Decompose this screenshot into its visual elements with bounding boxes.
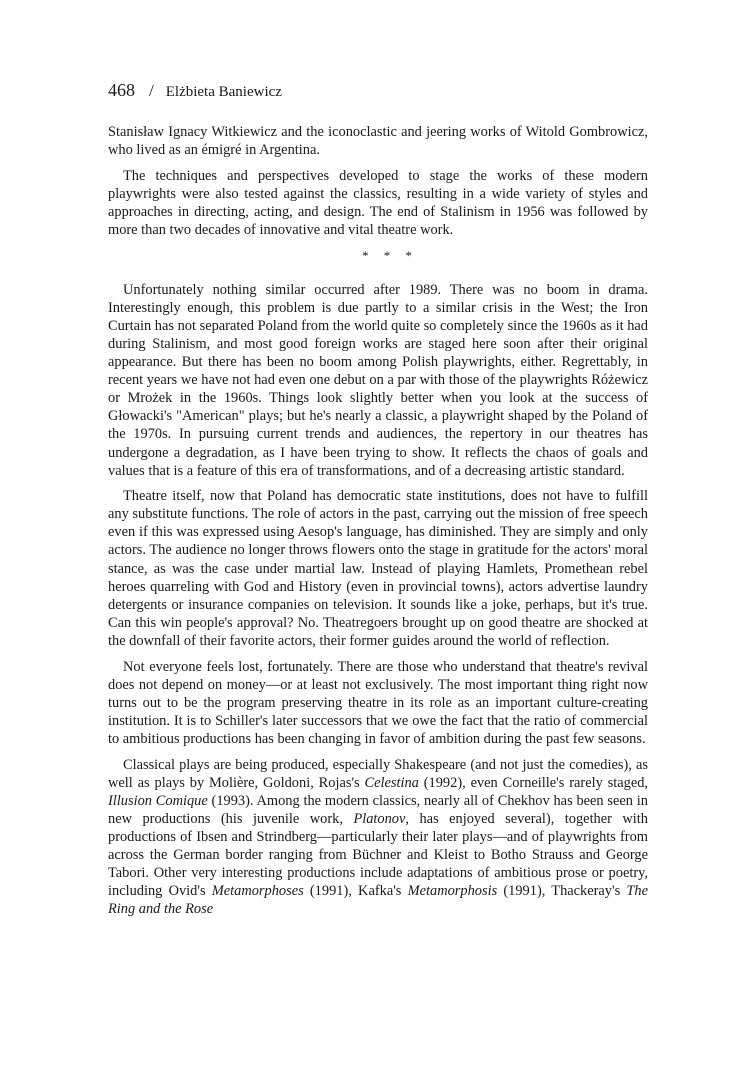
title-metamorphosis: Metamorphosis bbox=[407, 883, 498, 900]
paragraph-2: The techniques and perspectives developed to stage the works of these modern playwrights were also tested against the classics, resulting in a wide variety of styles and approaches in directing, acting, and design. The end of Stalinism in 1956 was followed by more than two decades of innovative and vital theatre work. bbox=[108, 167, 648, 238]
p6-text-g: , has enjoyed several), together with productions of Ibsen and Strindberg—particularly their later plays—and of playwrights from across the German border ranging from Büchner and Kleist to Botho Strauss and George Tabori. Other very interesting productions include adaptations of ambitious prose or poetry, including Ovid's bbox=[108, 810, 648, 900]
p6-text-k: (1991), Thackeray's bbox=[497, 883, 627, 900]
title-illusion-comique: Illusion Comique bbox=[108, 792, 208, 809]
paragraph-1: Stanisław Ignacy Witkiewicz and the iconoclastic and jeering works of Witold Gombrowicz, who lived as an émigré in Argentina. bbox=[108, 124, 648, 159]
paragraph-4: Theatre itself, now that Poland has democratic state institutions, does not have to fulfill any substitute functions. The role of actors in the past, carrying out the mission of free speech even if this was expressed using Aesop's language, has diminished. They are simply and only actors. The audience no longer throws flowers onto the stage in gratitude for the actors' moral stance, as was the case under martial law. Instead of playing Hamlets, Promethean rebel heroes quarreling with God and History (even in provincial towns), actors advertise laundry detergents or insurance companies on television. It sounds like a joke, perhaps, but it's true. Can this win people's approval? No. Theatregoers brought up on good theatre are shocked at the downfall of their favorite actors, their former guides around the world of reflection. bbox=[108, 488, 648, 649]
paragraph-3: Unfortunately nothing similar occurred after 1989. There was no boom in drama. Interestingly enough, this problem is due partly to a similar crisis in the West; the Iron Curtain has not separated Poland from the world quite so completely since the 1960s as it had during Stalinism, and most good foreign works are staged here soon after their original appearance. But there has been no boom among Polish playwrights, either. Regrettably, in recent years we have not had even one debut on a par with those of the playwrights Różewicz or Mrożek in the 1960s. Things look slightly better when you look at the success of Głowacki's "American" plays; but he's nearly a classic, a playwright shaped by the Poland of the 1970s. In pursuing current trends and audiences, the repertory in our theatres has undergone a degradation, as I have been trying to show. It reflects the chaos of goals and values that is a feature of this era of transformations, and of a decreasing artistic standard. bbox=[108, 281, 648, 479]
author-name: Elżbieta Baniewicz bbox=[165, 84, 282, 100]
title-ring-and-the-rose: The Ring and the Rose bbox=[108, 883, 648, 918]
running-header bbox=[108, 79, 282, 103]
title-celestina: Celestina bbox=[364, 774, 419, 791]
page-number: 468 bbox=[108, 80, 135, 100]
header-separator: / bbox=[149, 81, 154, 100]
p6-text-a: Classical plays are being produced, especially Shakespeare (and not just the comedies), as well as plays by Molière, Goldoni, Rojas's bbox=[108, 756, 648, 791]
p6-text-i: (1991), Kafka's bbox=[303, 883, 408, 900]
section-break-stars: * * * bbox=[362, 247, 412, 263]
title-platonov: Platonov bbox=[353, 810, 406, 827]
p6-text-c: (1992), even Corneille's rarely staged, bbox=[418, 774, 649, 791]
page-body bbox=[108, 123, 648, 926]
p6-text-e: (1993). Among the modern classics, nearly all of Chekhov has been seen in new productions (his juvenile work, bbox=[108, 792, 648, 827]
paragraph-6 bbox=[108, 756, 648, 919]
title-metamorphoses: Metamorphoses bbox=[211, 883, 304, 900]
paragraph-5: Not everyone feels lost, fortunately. There are those who understand that theatre's revival does not depend on money—or at least not exclusively. The most important thing right now turns out to be the program preserving theatre in its role as an important culture-creating institution. It is to Schiller's later successors that we owe the fact that the ratio of commercial to ambitious productions has been changing in favor of ambition during the past few seasons. bbox=[108, 658, 648, 747]
